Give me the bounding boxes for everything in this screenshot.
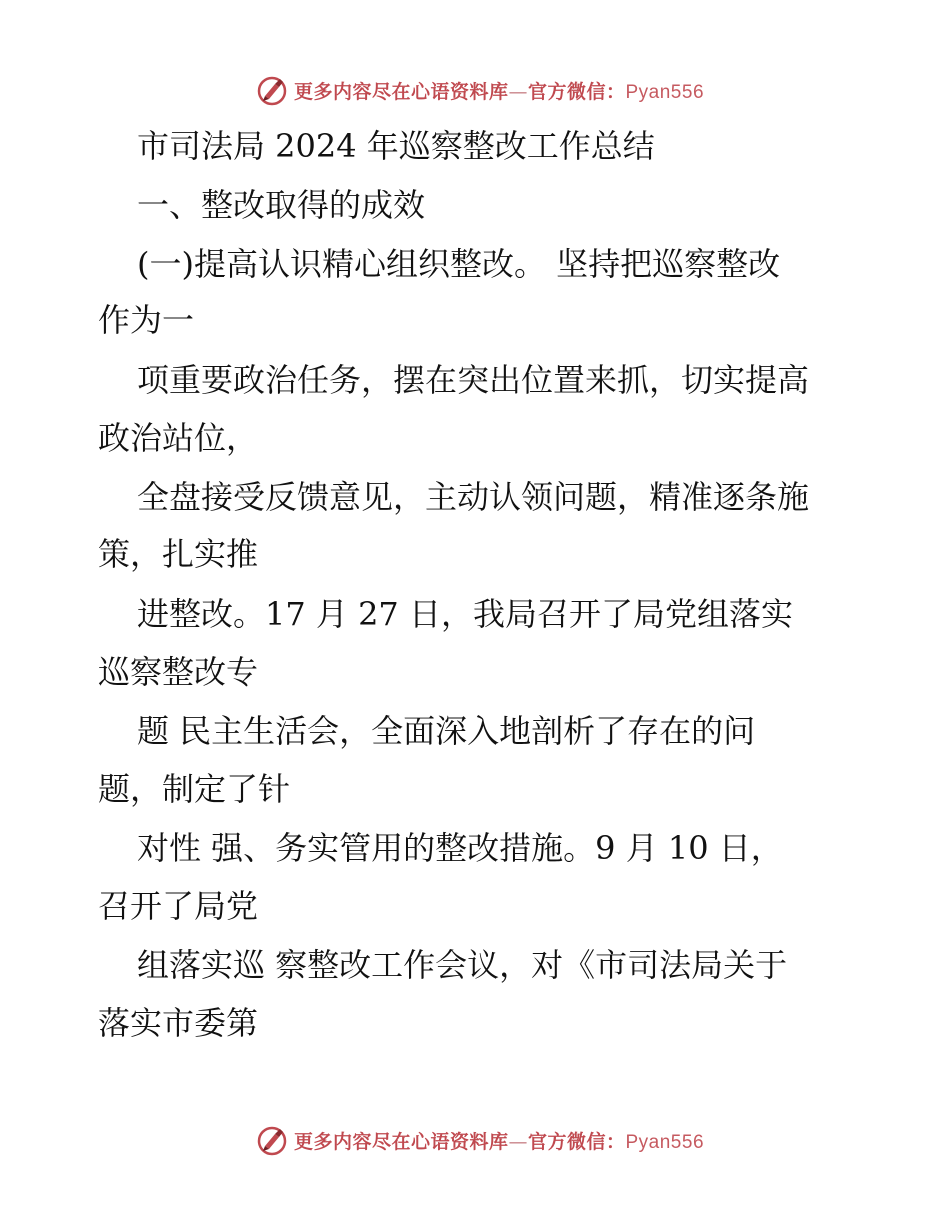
watermark-text-id: Pyan556 — [625, 81, 705, 103]
watermark-text-cn: 更多内容尽在心语资料库 — [293, 1130, 509, 1153]
section-heading: 一、整改取得的成效 — [137, 186, 426, 224]
body-line: 落实市委第 — [98, 1004, 259, 1042]
body-line: 作为一 — [98, 301, 195, 339]
watermark-text-cn2: 官方微信： — [527, 80, 626, 103]
document-title: 市司法局 2024 年巡察整改工作总结 — [137, 127, 655, 165]
body-line: 全盘接受反馈意见，主动认领问题，精准逐条施 — [137, 478, 810, 516]
body-line: 策，扎实推 — [98, 535, 259, 573]
watermark-text — [294, 1127, 704, 1154]
body-line: 项重要政治任务，摆在突出位置来抓，切实提高 — [137, 361, 810, 399]
watermark-inner — [256, 1124, 704, 1156]
pen-logo-icon — [256, 1124, 288, 1156]
body-line: 题 民主生活会，全面深入地剖析了存在的问 — [137, 712, 756, 750]
body-line: 进整改。17 月 27 日，我局召开了局党组落实 — [137, 595, 793, 633]
watermark-text-cn2: 官方微信： — [527, 1130, 626, 1153]
watermark-inner — [256, 74, 704, 106]
watermark-dash: — — [508, 80, 528, 103]
watermark-banner-top — [0, 70, 950, 110]
body-line: 巡察整改专 — [98, 653, 259, 691]
body-line: 召开了局党 — [98, 887, 259, 925]
watermark-banner-bottom — [0, 1120, 950, 1160]
body-line: (一)提高认识精心组织整改。 坚持把巡察整改 — [137, 245, 781, 283]
body-line: 政治站位， — [98, 419, 259, 457]
pen-logo-icon — [256, 74, 288, 106]
watermark-text-id: Pyan556 — [625, 1131, 705, 1153]
watermark-dash: — — [508, 1130, 528, 1153]
watermark-text-cn: 更多内容尽在心语资料库 — [293, 80, 509, 103]
watermark-text — [294, 77, 704, 104]
body-line: 组落实巡 察整改工作会议，对《市司法局关于 — [137, 946, 788, 984]
body-line: 题，制定了针 — [98, 770, 291, 808]
body-line: 对性 强、务实管用的整改措施。9 月 10 日， — [137, 829, 783, 867]
